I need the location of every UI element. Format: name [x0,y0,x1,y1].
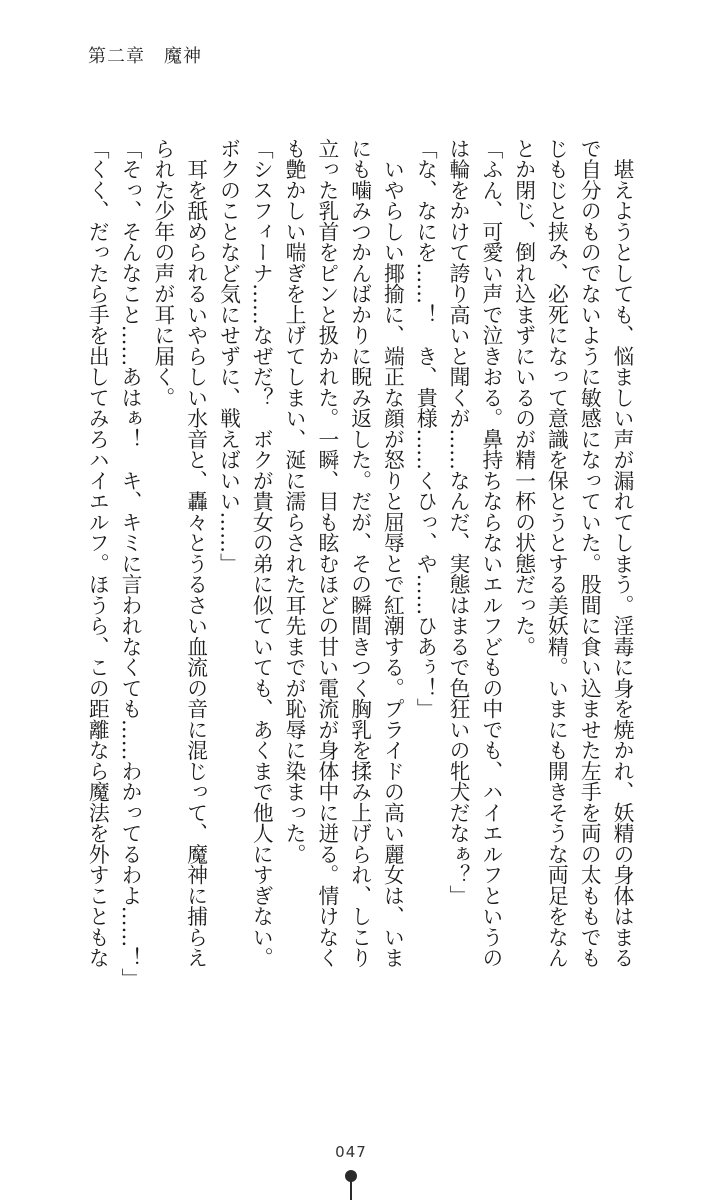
running-head-chapter-title: 第二章 魔神 [88,46,202,67]
text-column: いやらしい揶揄に、端正な顔が怒りと屈辱とで紅潮する。プライドの高い麗女は、いま [380,138,405,968]
text-column: 「そっ、そんなこと……あはぁ！ キ、キミに言われなくても……わかってるわよ……！」 [118,138,143,989]
text-column: 立った乳首をピンと扱かれた。一瞬、目も眩むほどの甘い電流が身体中に迸る。情けなく [314,138,339,968]
folio-pin-ornament-icon [344,1170,358,1200]
text-column: は輪をかけて誇り高いと聞くが……なんだ、実態はまるで色狂いの牝犬だなぁ？」 [446,138,471,906]
page-number: 047 [335,1143,367,1161]
text-column: 「くく、だったら手を出してみろハイエルフ。ほうら、この距離なら魔法を外すこともな [85,138,110,968]
text-column: で自分のものでないように敏感になっていた。股間に食い込ませた左手を両の太ももでも [577,138,602,968]
vertical-body-text [80,138,638,989]
text-column: 耳を舐められるいやらしい水音と、轟々とうるさい血流の音に混じって、魔神に捕らえ [183,138,208,968]
text-column: も艶かしい喘ぎを上げてしまい、涎に濡らされた耳先までが恥辱に染まった。 [282,138,307,865]
text-column: 「シスフィーナ……なぜだ？ ボクが貴女の弟に似ていても、あくまで他人にすぎない。 [249,138,274,968]
text-column: 堪えようとしても、悩ましい声が漏れてしまう。淫毒に身を焼かれ、妖精の身体はまる [610,138,634,968]
text-column: ボクのことなど気にせずに、戦えばいい……」 [216,138,241,574]
text-column: じもじと挟み、必死になって意識を保とうとする美妖精。いまにも開きそうな両足をなん [544,138,569,968]
text-column: 「な、なにを……！ き、貴様……くひっ、や……ひあぅ！」 [413,138,438,719]
text-column: とか閉じ、倒れ込まずにいるのが精一杯の状態だった。 [511,138,536,657]
text-column: られた少年の声が耳に届く。 [150,138,175,408]
ornament-stem [350,1180,352,1200]
text-column: にも噛みつかんばかりに睨み返した。だが、その瞬間きつく胸乳を揉み上げられ、しこり [347,138,372,968]
text-column: 「ふん、可愛い声で泣きおる。鼻持ちならないエルフどもの中でも、ハイエルフというの [478,138,503,968]
